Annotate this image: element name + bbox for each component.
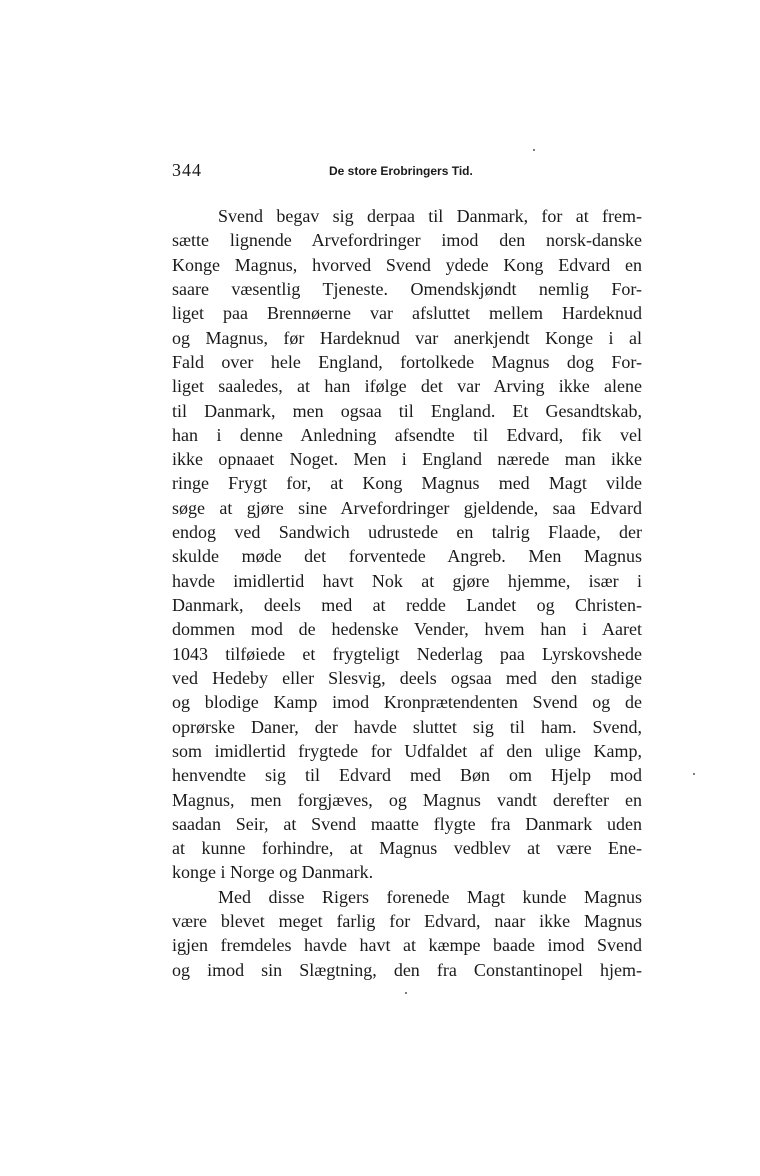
text-line: saare væsentlig Tjeneste. Omendskjøndt nemlig For- <box>172 278 642 299</box>
text-line: Magnus, men forgjæves, og Magnus vandt derefter en <box>172 789 642 810</box>
text-line: sætte lignende Arvefordringer imod den norsk-danske <box>172 230 642 251</box>
text-line: som imidlertid frygtede for Udfaldet af den ulige Kamp, <box>172 740 642 761</box>
text-line: han i denne Anledning afsendte til Edvard, fik vel <box>172 424 642 445</box>
text-line: og imod sin Slægtning, den fra Constantinopel hjem- <box>172 959 642 980</box>
text-line: skulde møde det forventede Angreb. Men Magnus <box>172 546 642 567</box>
text-line: Danmark, deels med at redde Landet og Christen- <box>172 595 642 615</box>
text-line: søge at gjøre sine Arvefordringer gjeldende, saa Edvard <box>172 497 642 518</box>
text-line: til Danmark, men ogsaa til England. Et Gesandtskab, <box>172 400 642 421</box>
text-line: og blodige Kamp imod Kronprætendenten Svend og de <box>172 692 642 713</box>
print-speck <box>533 149 535 151</box>
text-line: havde imidlertid havt Nok at gjøre hjemme, især i <box>172 570 642 591</box>
running-header <box>172 160 642 184</box>
text-line: dommen mod de hedenske Vender, hvem han i Aaret <box>172 619 642 640</box>
text-line: henvendte sig til Edvard med Bøn om Hjelp mod <box>172 765 642 786</box>
print-speck <box>405 992 407 994</box>
text-line: ikke opnaaet Noget. Men i England nærede man ikke <box>172 449 642 470</box>
text-line: liget saaledes, at han ifølge det var Arving ikke alene <box>172 376 642 397</box>
body-text <box>172 204 642 982</box>
text-line: 1043 tilføiede et frygteligt Nederlag paa Lyrskovshede <box>172 643 642 664</box>
text-line: endog ved Sandwich udrustede en talrig Flaade, der <box>172 522 642 543</box>
text-line: Svend begav sig derpaa til Danmark, for at frem- <box>218 206 642 226</box>
text-line: Med disse Rigers forenede Magt kunde Magnus <box>218 886 642 907</box>
page-number: 344 <box>172 160 202 180</box>
text-line: Fald over hele England, fortolkede Magnus dog For- <box>172 351 642 372</box>
text-line: liget paa Brennøerne var afsluttet mellem Hardeknud <box>172 303 642 324</box>
text-line: være blevet meget farlig for Edvard, naar ikke Magnus <box>172 911 642 932</box>
text-line: Konge Magnus, hvorved Svend ydede Kong Edvard en <box>172 254 642 275</box>
text-line: og Magnus, før Hardeknud var anerkjendt Konge i al <box>172 327 642 348</box>
text-line: at kunne forhindre, at Magnus vedblev at være Ene- <box>172 838 642 859</box>
text-line: igjen fremdeles havde havt at kæmpe baade imod Svend <box>172 935 642 956</box>
text-line: oprørske Daner, der havde sluttet sig til ham. Svend, <box>172 716 642 737</box>
text-line: ved Hedeby eller Slesvig, deels ogsaa med den stadige <box>172 667 642 688</box>
text-line: ringe Frygt for, at Kong Magnus med Magt vilde <box>172 473 642 494</box>
print-speck <box>693 773 695 775</box>
text-line: konge i Norge og Danmark. <box>172 862 374 883</box>
running-title: De store Erobringers Tid. <box>329 164 473 178</box>
text-line: saadan Seir, at Svend maatte flygte fra Danmark uden <box>172 813 642 834</box>
